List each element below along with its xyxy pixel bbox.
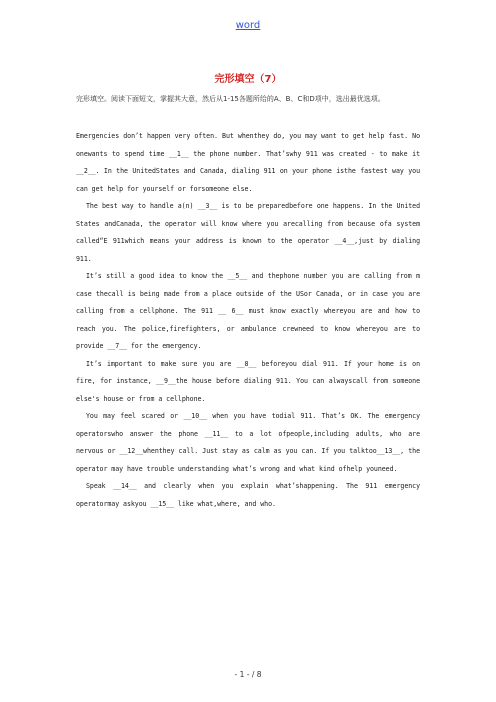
page-indicator: - 1 - / 8 <box>234 670 262 679</box>
header-word-link[interactable]: word <box>235 20 261 31</box>
page-title: 完形填空（7） <box>214 74 282 85</box>
paragraph-4: It’s important to make sure you are __8__ beforeyou dial 911. If your home is on fire, for instance, __9__the house before dialing 911. You can alwayscall from someone else's house or from a cellphone. <box>76 359 420 403</box>
passage <box>76 128 420 513</box>
paragraph-5: You may feel scared or __10__ when you have todial 911. That’s OK. The emergency operatorswho answer the phone __11__ to a lot ofpeople,including adults, who are nervous or __12__whenthey call. Just stay as calm as you can. If you talktoo__13__, the operator may have trouble understanding what’s wrong and what kind ofhelp youneed. <box>76 412 420 473</box>
paragraph-2: The best way to handle a(n) __3__ is to be preparedbefore one happens. In the United States andCanada, the operator will know where you arecalling from because ofa system called“E 911which means your address is known to the operator __4__,just by dialing 911. <box>76 202 420 263</box>
paragraph-1: Emergencies don’t happen very often. But whenthey do, you may want to get help fast. No onewants to spend time __1__ the phone number. That’swhy 911 was created - to make it __2__. In the UnitedStates and Canada, dialing 911 on your phone isthe fastest way you can get help for yourself or forsomeone else. <box>76 132 420 193</box>
paragraph-6: Speak __14__ and clearly when you explain what’shappening. The 911 emergency operatormay askyou __15__ like what,where, and who. <box>76 482 420 508</box>
paragraph-3: It’s still a good idea to know the __5__ and thephone number you are calling from m case thecall is being made from a place outside of the USor Canada, or in case you are calling from a cellphone. The 911 __ 6__ must know exactly whereyou are and how to reach you. The police,firefighters, or ambulance crewneed to know whereyou are to provide __7__ for the emergency. <box>76 272 420 350</box>
instructions-text: 完形填空。阅读下面短文，掌握其大意，然后从1-15各题所给的A、B、C和D项中，选出最优选项。 <box>76 95 385 103</box>
